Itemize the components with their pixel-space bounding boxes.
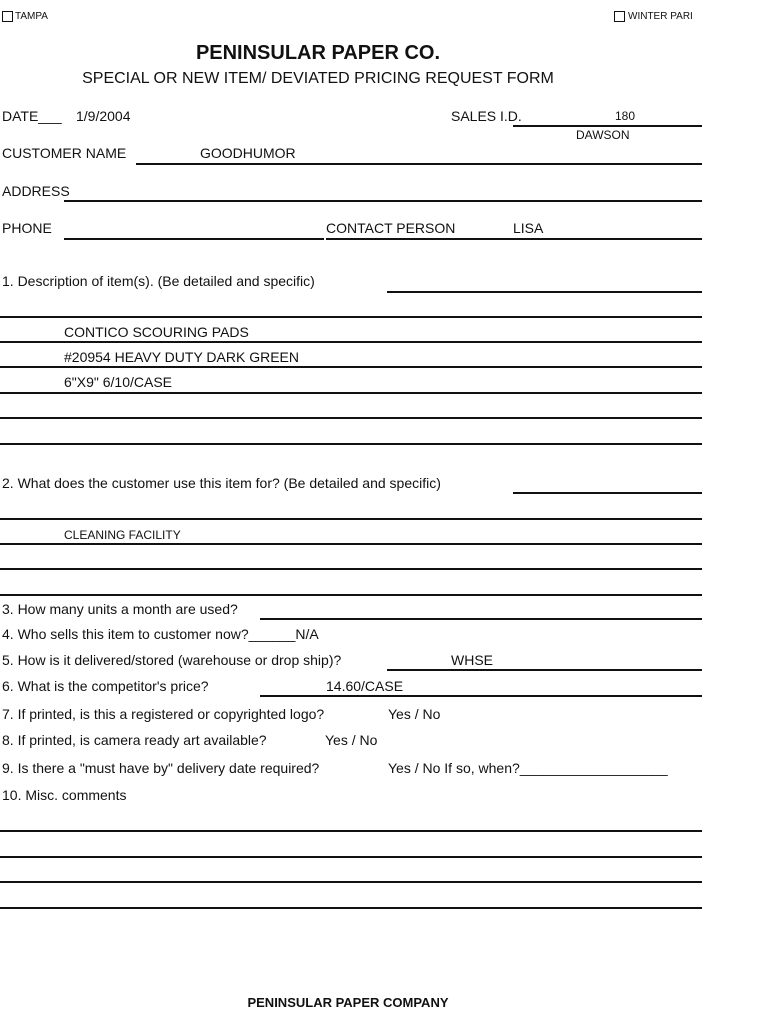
q1-line-1 bbox=[0, 316, 702, 318]
question-1: 1. Description of item(s). (Be detailed and specific) bbox=[2, 273, 315, 289]
sales-id-line bbox=[513, 125, 702, 127]
date-label: DATE___ bbox=[2, 108, 62, 124]
address-label: ADDRESS bbox=[2, 183, 70, 199]
q7-answer[interactable]: Yes / No bbox=[388, 706, 441, 722]
q2-line-1 bbox=[0, 518, 702, 520]
q1-answer-line-1[interactable]: CONTICO SCOURING PADS bbox=[64, 324, 249, 340]
q9-answer[interactable]: Yes / No If so, when?___________________ bbox=[388, 760, 668, 776]
question-4: 4. Who sells this item to customer now?______N/A bbox=[2, 626, 319, 642]
q2-line-inline bbox=[513, 492, 702, 494]
sales-id-value[interactable]: 180 bbox=[615, 109, 636, 123]
customer-name-value[interactable]: GOODHUMOR bbox=[200, 145, 296, 161]
contact-person-value[interactable]: LISA bbox=[513, 220, 544, 236]
q1-answer-line-3[interactable]: 6"X9" 6/10/CASE bbox=[64, 374, 173, 390]
q1-line-4 bbox=[0, 392, 702, 394]
customer-name-line bbox=[136, 163, 702, 165]
q10-line-1 bbox=[0, 830, 702, 832]
tampa-checkbox[interactable] bbox=[2, 11, 13, 22]
q6-answer[interactable]: 14.60/CASE bbox=[326, 678, 404, 694]
q8-answer[interactable]: Yes / No bbox=[325, 732, 378, 748]
q1-line-inline bbox=[387, 291, 702, 293]
sales-id-label: SALES I.D. bbox=[451, 108, 522, 124]
question-10: 10. Misc. comments________________________________________________________________ bbox=[2, 788, 625, 802]
question-2: 2. What does the customer use this item for? (Be detailed and specific) bbox=[2, 475, 441, 491]
sales-rep-name: DAWSON bbox=[576, 128, 630, 142]
q5-answer[interactable]: WHSE bbox=[451, 652, 493, 668]
q3-line bbox=[260, 618, 702, 620]
q2-answer[interactable]: CLEANING FACILITY bbox=[64, 528, 181, 542]
address-line bbox=[64, 200, 702, 202]
contact-person-line bbox=[326, 238, 702, 240]
form-subtitle: SPECIAL OR NEW ITEM/ DEVIATED PRICING REQUEST FORM bbox=[82, 70, 554, 87]
q5-line bbox=[387, 669, 702, 671]
winter-park-checkbox[interactable] bbox=[614, 11, 625, 22]
question-9: 9. Is there a "must have by" delivery date required? bbox=[2, 760, 320, 776]
q6-line bbox=[260, 695, 702, 697]
date-value[interactable]: 1/9/2004 bbox=[76, 108, 131, 124]
q10-line-3 bbox=[0, 881, 702, 883]
q1-line-6 bbox=[0, 443, 702, 445]
q1-line-2 bbox=[0, 341, 702, 343]
contact-person-label: CONTACT PERSON bbox=[326, 220, 456, 236]
footer-company-name: PENINSULAR PAPER COMPANY bbox=[247, 995, 449, 1010]
question-7: 7. If printed, is this a registered or copyrighted logo? bbox=[2, 706, 325, 722]
q1-line-5 bbox=[0, 417, 702, 419]
customer-name-label: CUSTOMER NAME bbox=[2, 145, 127, 161]
q10-line-2 bbox=[0, 856, 702, 858]
q2-line-2 bbox=[0, 543, 702, 545]
phone-label: PHONE bbox=[2, 220, 52, 236]
tampa-label: TAMPA bbox=[15, 11, 48, 22]
q10-line-4 bbox=[0, 907, 702, 909]
question-8: 8. If printed, is camera ready art available? bbox=[2, 732, 267, 748]
question-3: 3. How many units a month are used? bbox=[2, 601, 238, 617]
question-5: 5. How is it delivered/stored (warehouse or drop ship)? bbox=[2, 652, 342, 668]
q1-answer-line-2[interactable]: #20954 HEAVY DUTY DARK GREEN bbox=[64, 349, 299, 365]
phone-line bbox=[64, 238, 324, 240]
q2-line-3 bbox=[0, 568, 702, 570]
winter-park-label: WINTER PARI bbox=[628, 11, 693, 22]
question-6: 6. What is the competitor's price? bbox=[2, 678, 209, 694]
q2-line-4 bbox=[0, 594, 702, 596]
q1-line-3 bbox=[0, 366, 702, 368]
page-title: PENINSULAR PAPER CO. bbox=[195, 42, 441, 64]
